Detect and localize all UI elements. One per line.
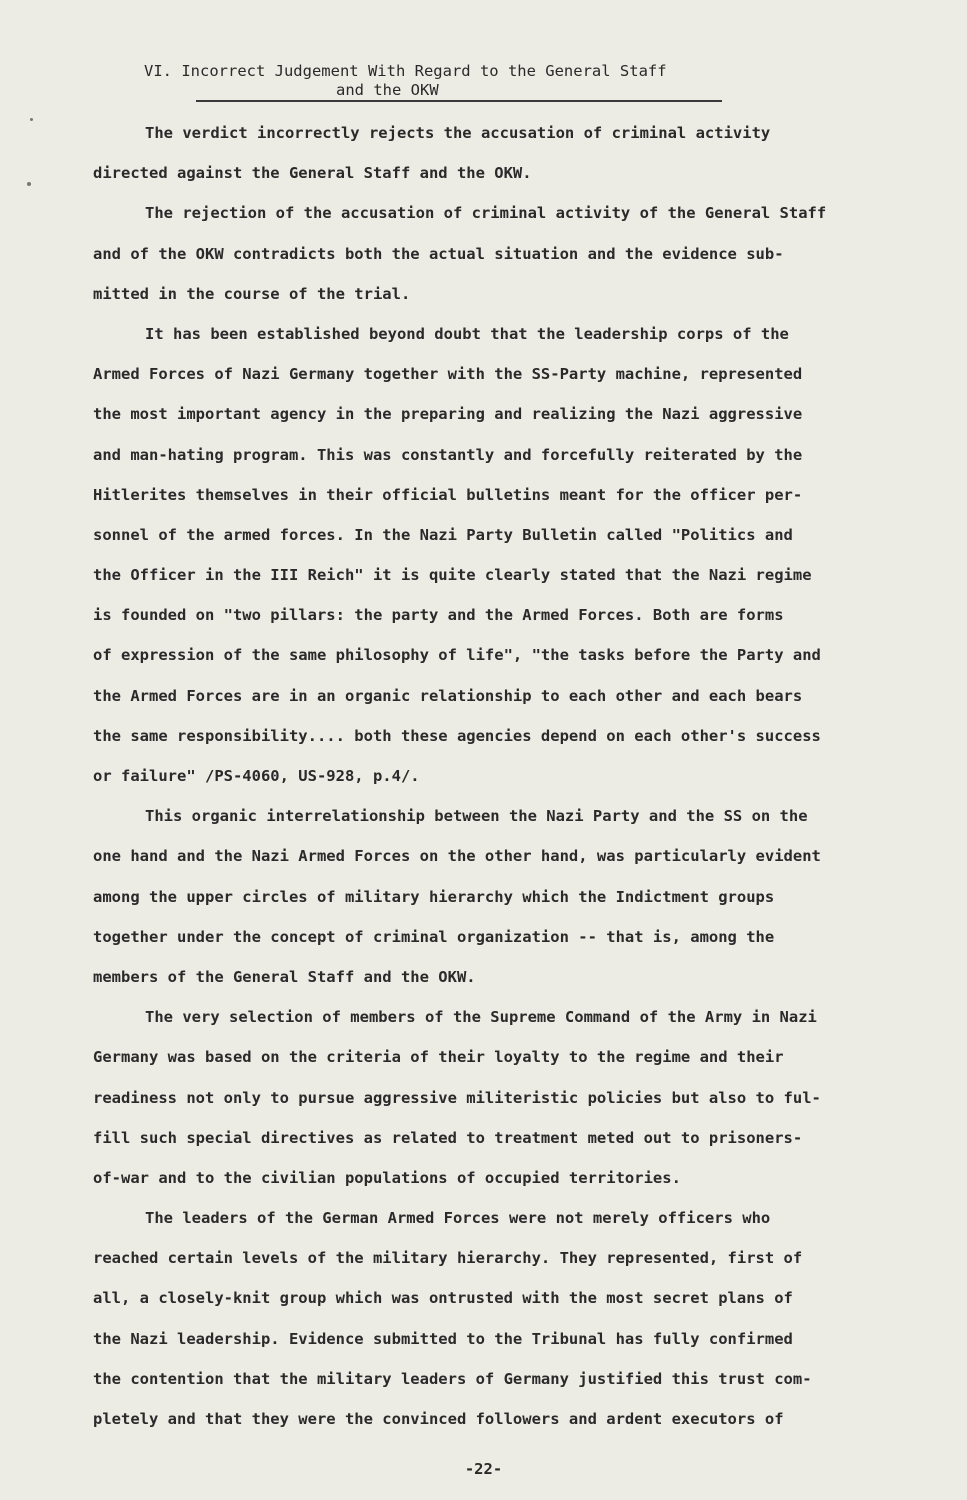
text-line: or failure" /PS-4060, US-928, p.4/. [93,767,420,785]
text-line: sonnel of the armed forces. In the Nazi Party Bulletin called "Politics and [93,525,793,544]
text-line: the Armed Forces are in an organic relationship to each other and each bears [93,686,803,705]
text-line: members of the General Staff and the OKW. [93,967,476,986]
text-line: readiness not only to pursue aggressive militeristic policies but also to ful- [93,1088,821,1107]
text-line: The leaders of the German Armed Forces were not merely officers who [145,1209,771,1228]
text-line: pletely and that they were the convinced followers and ardent executors of [93,1410,784,1428]
text-line: and man-hating program. This was constantly and forcefully reiterated by the [93,445,803,464]
body-text [93,119,883,1445]
text-line: reached certain levels of the military hierarchy. They represented, first of [93,1249,803,1268]
text-line: together under the concept of criminal organization -- that is, among the [93,927,775,946]
text-line: of expression of the same philosophy of life", "the tasks before the Party and [93,646,821,665]
text-line: the contention that the military leaders of Germany justified this trust com- [93,1369,812,1388]
text-line: Germany was based on the criteria of their loyalty to the regime and their [93,1048,784,1067]
text-line: among the upper circles of military hierarchy which the Indictment groups [93,887,775,906]
heading-line-1: VI. Incorrect Judgement With Regard to the General Staff [144,62,667,80]
text-line: directed against the General Staff and the OKW. [93,164,532,183]
paper-speck [30,118,33,121]
paper-speck [27,182,31,186]
text-line: one hand and the Nazi Armed Forces on the other hand, was particularly evident [93,847,821,866]
text-line: The very selection of members of the Supreme Command of the Army in Nazi [145,1008,817,1027]
text-line: and of the OKW contradicts both the actual situation and the evidence sub- [93,244,784,263]
heading-line-2: and the OKW [196,81,722,102]
text-line: all, a closely-knit group which was ontrusted with the most secret plans of [93,1289,793,1308]
text-line: Hitlerites themselves in their official bulletins meant for the officer per- [93,485,803,504]
text-line: Armed Forces of Nazi Germany together with the SS-Party machine, represented [93,365,803,384]
page-number: -22- [464,1460,503,1478]
text-line: fill such special directives as related to treatment meted out to prisoners- [93,1128,803,1147]
text-line: the Nazi leadership. Evidence submitted to the Tribunal has fully confirmed [93,1329,793,1348]
text-line: is founded on "two pillars: the party and the Armed Forces. Both are forms [93,606,784,625]
text-line: mitted in the course of the trial. [93,284,411,303]
text-line: The verdict incorrectly rejects the accusation of criminal activity [145,124,771,142]
text-line: the same responsibility.... both these agencies depend on each other's success [93,726,821,745]
text-line: It has been established beyond doubt that the leadership corps of the [145,324,789,343]
section-heading [144,62,724,102]
text-line: The rejection of the accusation of criminal activity of the General Staff [145,204,827,223]
text-line: the most important agency in the preparing and realizing the Nazi aggressive [93,405,803,424]
text-line: the Officer in the III Reich" it is quite clearly stated that the Nazi regime [93,566,812,585]
text-line: of-war and to the civilian populations of occupied territories. [93,1168,681,1187]
text-line: This organic interrelationship between the Nazi Party and the SS on the [145,807,808,826]
